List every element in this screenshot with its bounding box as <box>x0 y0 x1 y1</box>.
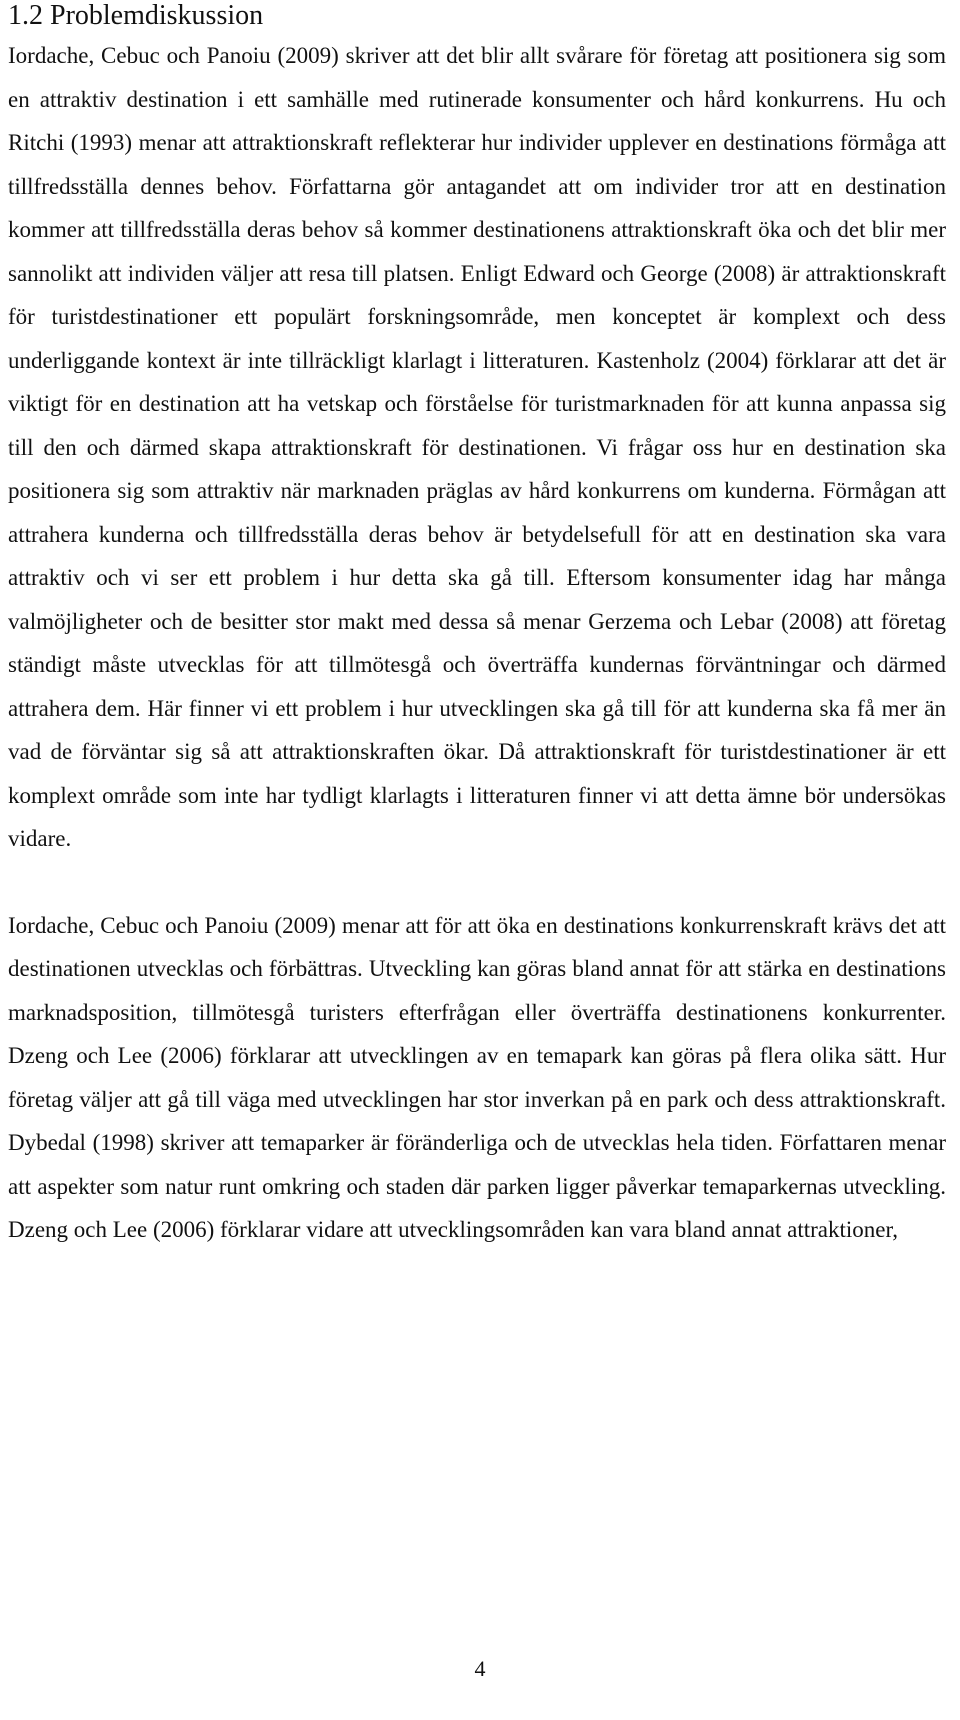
document-page <box>8 0 946 1252</box>
paragraph-problem-discussion: Iordache, Cebuc och Panoiu (2009) skriver att det blir allt svårare för företag att positionera sig som en attraktiv destination i ett samhälle med rutinerade konsumenter och hård konkurrens. Hu och Ritchi (1993) menar att attraktionskraft reflekterar hur individer upplever en destinations förmåga att tillfredsställa dennes behov. Författarna gör antagandet att om individer tror att en destination kommer att tillfredsställa deras behov så kommer destinationens attraktionskraft öka och det blir mer sannolikt att individen väljer att resa till platsen. Enligt Edward och George (2008) är attraktionskraft för turistdestinationer ett populärt forskningsområde, men konceptet är komplext och dess underliggande kontext är inte tillräckligt klarlagt i litteraturen. Kastenholz (2004) förklarar att det är viktigt för en destination att ha vetskap och förståelse för turistmarknaden för att kunna anpassa sig till den och därmed skapa attraktionskraft för destinationen. Vi frågar oss hur en destination ska positionera sig som attraktiv när marknaden präglas av hård konkurrens om kunderna. Förmågan att attrahera kunderna och tillfredsställa deras behov är betydelsefull för att en destination ska vara attraktiv och vi ser ett problem i hur detta ska gå till. Eftersom konsumenter idag har många valmöjligheter och de besitter stor makt med dessa så menar Gerzema och Lebar (2008) att företag ständigt måste utvecklas för att tillmötesgå och överträffa kundernas förväntningar och därmed attrahera dem. Här finner vi ett problem i hur utvecklingen ska gå till för att kunderna ska få mer än vad de förväntar sig så att attraktionskraften ökar. Då attraktionskraft för turistdestinationer är ett komplext område som inte har tydligt klarlagts i litteraturen finner vi att detta ämne bör undersökas vidare. <box>8 43 946 851</box>
section-heading: 1.2 Problemdiskussion <box>8 0 264 31</box>
page-number: 4 <box>474 1656 486 1681</box>
paragraph-development: Iordache, Cebuc och Panoiu (2009) menar att för att öka en destinations konkurrenskraft krävs det att destinationen utvecklas och förbättras. Utveckling kan göras bland annat för att stärka en destinations marknadsposition, tillmötesgå turisters efterfrågan eller överträffa destinationens konkurrenter. Dzeng och Lee (2006) förklarar att utvecklingen av en temapark kan göras på flera olika sätt. Hur företag väljer att gå till väga med utvecklingen har stor inverkan på en park och dess attraktionskraft. Dybedal (1998) skriver att temaparker är föränderliga och de utvecklas hela tiden. Författaren menar att aspekter som natur runt omkring och staden där parken ligger påverkar temaparkernas utveckling. Dzeng och Lee (2006) förklarar vidare att utvecklingsområden kan vara bland annat attraktioner, <box>8 912 946 1242</box>
